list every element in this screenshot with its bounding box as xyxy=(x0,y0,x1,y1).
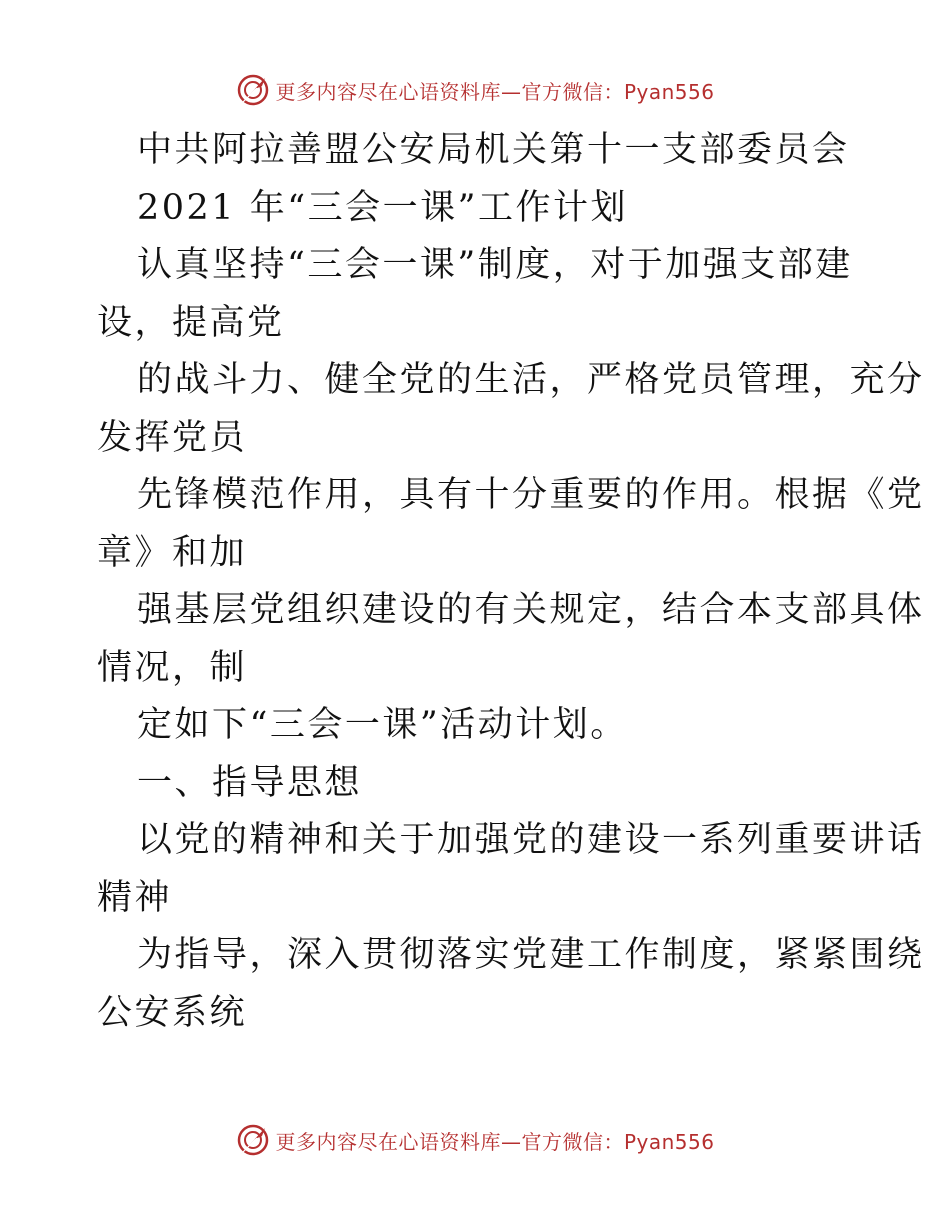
quill-pen-logo-icon xyxy=(235,1122,271,1158)
text-line: 情况，制 xyxy=(97,647,248,688)
quill-pen-logo-icon xyxy=(235,72,271,108)
text-line: 为指导，深入贯彻落实党建工作制度，紧紧围绕 xyxy=(137,935,925,975)
footer-watermark xyxy=(0,1120,950,1160)
text-line: 精神 xyxy=(97,877,173,918)
document-body xyxy=(97,122,925,1042)
text-line: 公安系统 xyxy=(97,992,248,1033)
text-line: 的战斗力、健全党的生活，严格党员管理，充分 xyxy=(137,360,925,400)
text-line: 以党的精神和关于加强党的建设一系列重要讲话 xyxy=(137,820,925,860)
header-watermark xyxy=(0,70,950,110)
text-line: 认真坚持“三会一课”制度，对于加强支部建 xyxy=(137,245,853,285)
text-line: 中共阿拉善盟公安局机关第十一支部委员会 xyxy=(137,130,850,170)
text-line: 强基层党组织建设的有关规定，结合本支部具体 xyxy=(137,590,925,630)
text-line: 发挥党员 xyxy=(97,417,248,458)
text-line: 一、指导思想 xyxy=(137,762,363,803)
text-line: 章》和加 xyxy=(97,532,248,573)
watermark-text: 更多内容尽在心语资料库—官方微信：Pyan556 xyxy=(275,1129,715,1154)
text-line: 设，提高党 xyxy=(97,302,285,343)
text-line: 定如下“三会一课”活动计划。 xyxy=(137,705,628,745)
watermark-text: 更多内容尽在心语资料库—官方微信：Pyan556 xyxy=(275,79,715,104)
text-line: 先锋模范作用，具有十分重要的作用。根据《党 xyxy=(137,475,925,515)
text-line: 2021 年“三会一课”工作计划 xyxy=(137,187,628,228)
